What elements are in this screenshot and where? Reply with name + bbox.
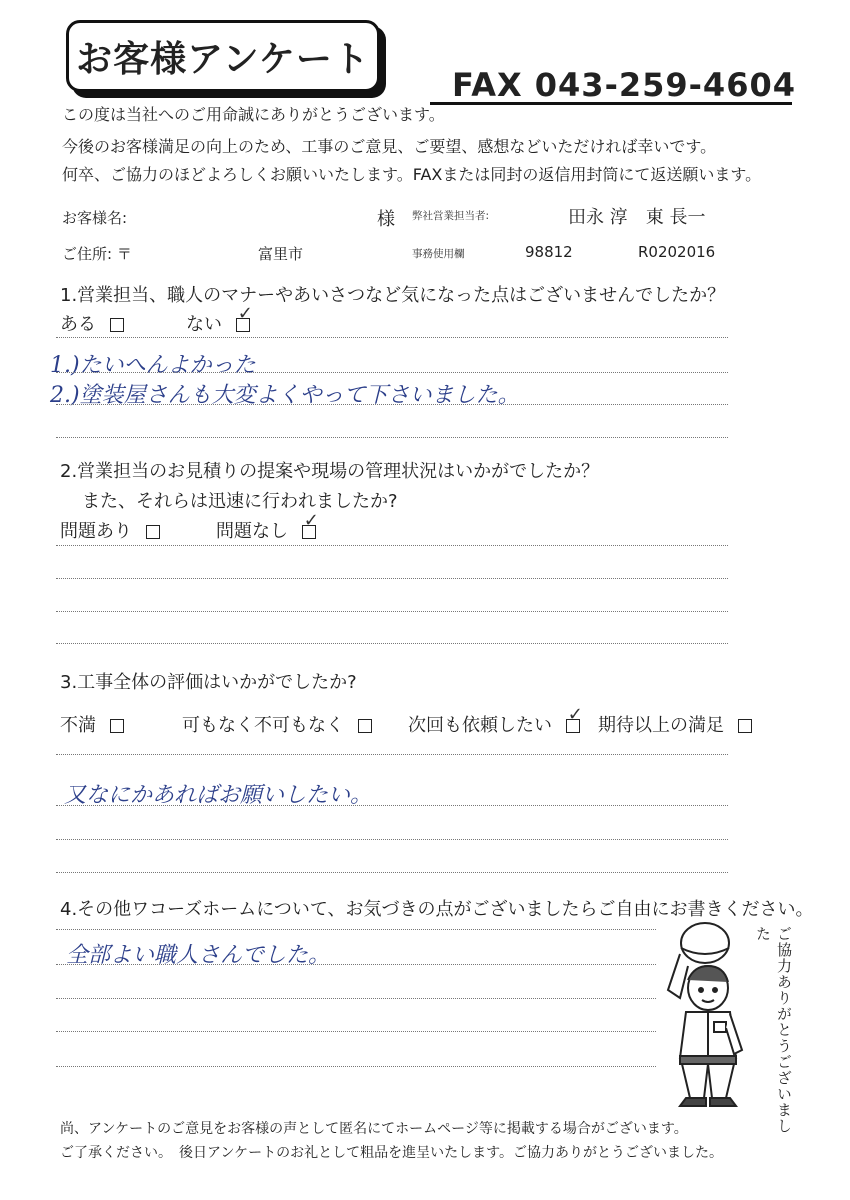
q3-option-neutral[interactable] [182,711,372,737]
q3-option-exceeded[interactable] [598,711,752,737]
answer-line [56,1031,656,1032]
q2-question-line-2: また、それらは迅速に行われましたか? [82,491,398,512]
answer-line [56,545,728,546]
q1-yes-checkbox[interactable] [110,318,124,332]
answer-line [56,611,728,612]
q2-option-no-problem-label: 問題なし [216,521,288,542]
q2-option-problem[interactable] [60,517,160,543]
answer-line [56,998,656,999]
q3-exceeded-checkbox[interactable] [738,719,752,733]
q1-option-no-label: ない [186,314,222,335]
fax-underline [430,102,792,105]
q4-question: 4.その他ワコーズホームについて、お気づきの点がございましたらご自由にお書きください。 [60,899,814,920]
address-city: 富里市 [258,245,304,263]
answer-line [56,404,728,405]
q1-option-no[interactable] [186,310,250,336]
q3-option-exceeded-label: 期待以上の満足 [598,715,724,736]
answer-line [56,1066,656,1067]
answer-line [56,839,728,840]
customer-name-label: お客様名: [62,209,128,227]
q1-answer-1: 1.)たいへんよかった [50,353,256,378]
q2-question: 2.営業担当のお見積りの提案や現場の管理状況はいかがでしたか？ [60,461,600,482]
q1-option-yes[interactable] [60,310,124,336]
answer-line [56,578,728,579]
q1-answer-2: 2.)塗装屋さんも大変よくやって下さいました。 [50,383,520,408]
fax-number: FAX 043-259-4604 [452,66,796,104]
worker-illustration-icon [650,918,760,1113]
q2-problem-checkbox[interactable] [146,525,160,539]
answer-line [56,754,728,755]
q2-option-problem-label: 問題あり [60,521,132,542]
intro-line-2: 今後のお客様満足の向上のため、工事のご意見、ご要望、感想などいただければ幸いです。 [62,137,717,156]
q2-option-no-problem[interactable] [216,517,316,543]
q3-neutral-checkbox[interactable] [358,719,372,733]
intro-line-3: 何卒、ご協力のほどよろしくお願いいたします。FAXまたは同封の返信用封筒にて返送願います。 [62,165,762,184]
answer-line [56,643,728,644]
q3-option-repeat-label: 次回も依頼したい [408,715,552,736]
answer-line [56,805,728,806]
answer-line [56,964,656,965]
q3-dissatisfied-checkbox[interactable] [110,719,124,733]
answer-line [56,372,728,373]
q3-option-neutral-label: 可もなく不可もなく [182,715,344,736]
q1-question: 1.営業担当、職人のマナーやあいさつなど気になった点はございませんでしたか？ [60,285,726,306]
honorific: 様 [377,209,395,230]
survey-title: お客様アンケート [66,20,380,92]
intro-line-1: この度は当社へのご用命誠にありがとうございます。 [62,105,445,124]
answer-line [56,437,728,438]
q3-question: 3.工事全体の評価はいかがでしたか? [60,672,357,693]
office-code: 98812 [525,243,573,261]
q3-option-dissatisfied[interactable] [60,711,124,737]
answer-line [56,337,728,338]
staff-names: 田永 淳 東 長一 [568,207,706,228]
q1-no-checkbox-checked[interactable] [236,318,250,332]
office-use-label: 事務使用欄 [412,248,465,260]
footer-line-2: ご了承ください。 後日アンケートのお礼として粗品を進呈いたします。ご協力ありがとうございました。 [60,1145,724,1161]
thanks-vertical-text: ご協力ありがとうございました [754,926,793,1134]
q2-no-problem-checkbox-checked[interactable] [302,525,316,539]
answer-line [56,929,656,930]
q4-answer: 全部よい職人さんでした。 [66,943,331,968]
footer-line-1: 尚、アンケートのご意見をお客様の声として匿名にてホームページ等に掲載する場合がございます。 [60,1121,688,1137]
q3-option-repeat[interactable] [408,711,580,737]
address-label: ご住所: 〒 [62,245,132,263]
answer-line [56,872,728,873]
q3-answer: 又なにかあればお願いしたい。 [64,783,373,808]
q1-option-yes-label: ある [60,314,96,335]
q3-repeat-checkbox-checked[interactable] [566,719,580,733]
q3-option-dissatisfied-label: 不満 [60,715,96,736]
office-id: R0202016 [638,243,716,261]
staff-label: 弊社営業担当者: [412,210,490,222]
